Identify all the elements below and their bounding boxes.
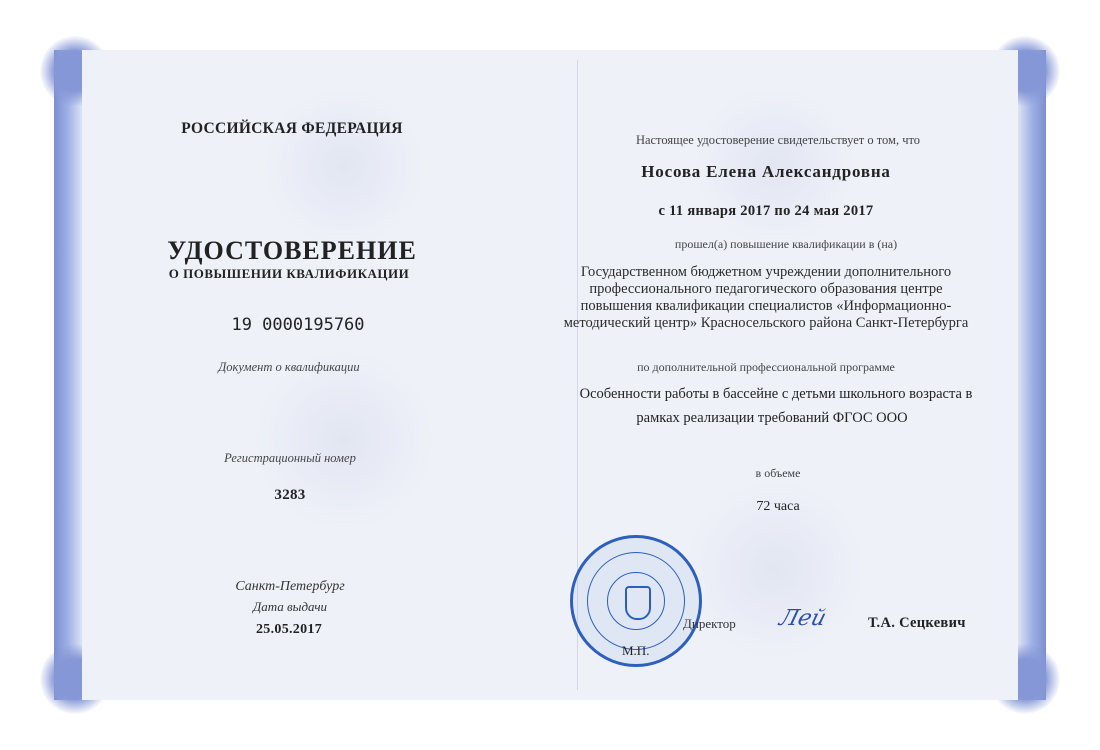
serial-number: 19 0000195760 [231,315,365,335]
director-label: Директор [683,616,736,631]
study-period: с 11 января 2017 по 24 мая 2017 [658,203,874,219]
coat-of-arms-icon [625,586,651,620]
volume-caption: в объеме [755,466,801,480]
issue-date-caption: Дата выдачи [252,599,328,614]
program-caption: по дополнительной профессиональной программе [637,360,895,374]
intro-text: Настоящее удостоверение свидетельствует о том, что [635,133,921,147]
registration-number: 3283 [274,487,306,503]
seal-label: М.П. [622,643,650,658]
program-title-line1: Особенности работы в бассейне с детьми школьного возраста в [579,386,973,402]
hours-value: 72 часа [756,499,800,514]
passed-caption: прошел(а) повышение квалификации в (на) [674,237,898,251]
organization-name: Государственном бюджетном учреждении дополнительного профессионального педагогического образования центре повышения квалификации специалистов «Информационно-методический центр» Красносельского района Санкт-Петербурга [563,264,969,331]
issue-date: 25.05.2017 [256,622,322,637]
country-heading: РОССИЙСКАЯ ФЕДЕРАЦИЯ [181,120,403,137]
program-title-line2: рамках реализации требований ФГОС ООО [636,410,908,426]
director-name: Т.А. Сецкевич [868,615,966,631]
registration-caption: Регистрационный номер [224,451,356,465]
holder-name: Носова Елена Александровна [641,162,891,181]
certificate-subtitle: О ПОВЫШЕНИИ КВАЛИФИКАЦИИ [168,266,410,281]
city-caption: Санкт-Петербург [235,579,345,594]
certificate-title: УДОСТОВЕРЕНИЕ [167,236,417,265]
director-signature: Лей [776,606,829,631]
document-caption: Документ о квалификации [218,360,360,374]
